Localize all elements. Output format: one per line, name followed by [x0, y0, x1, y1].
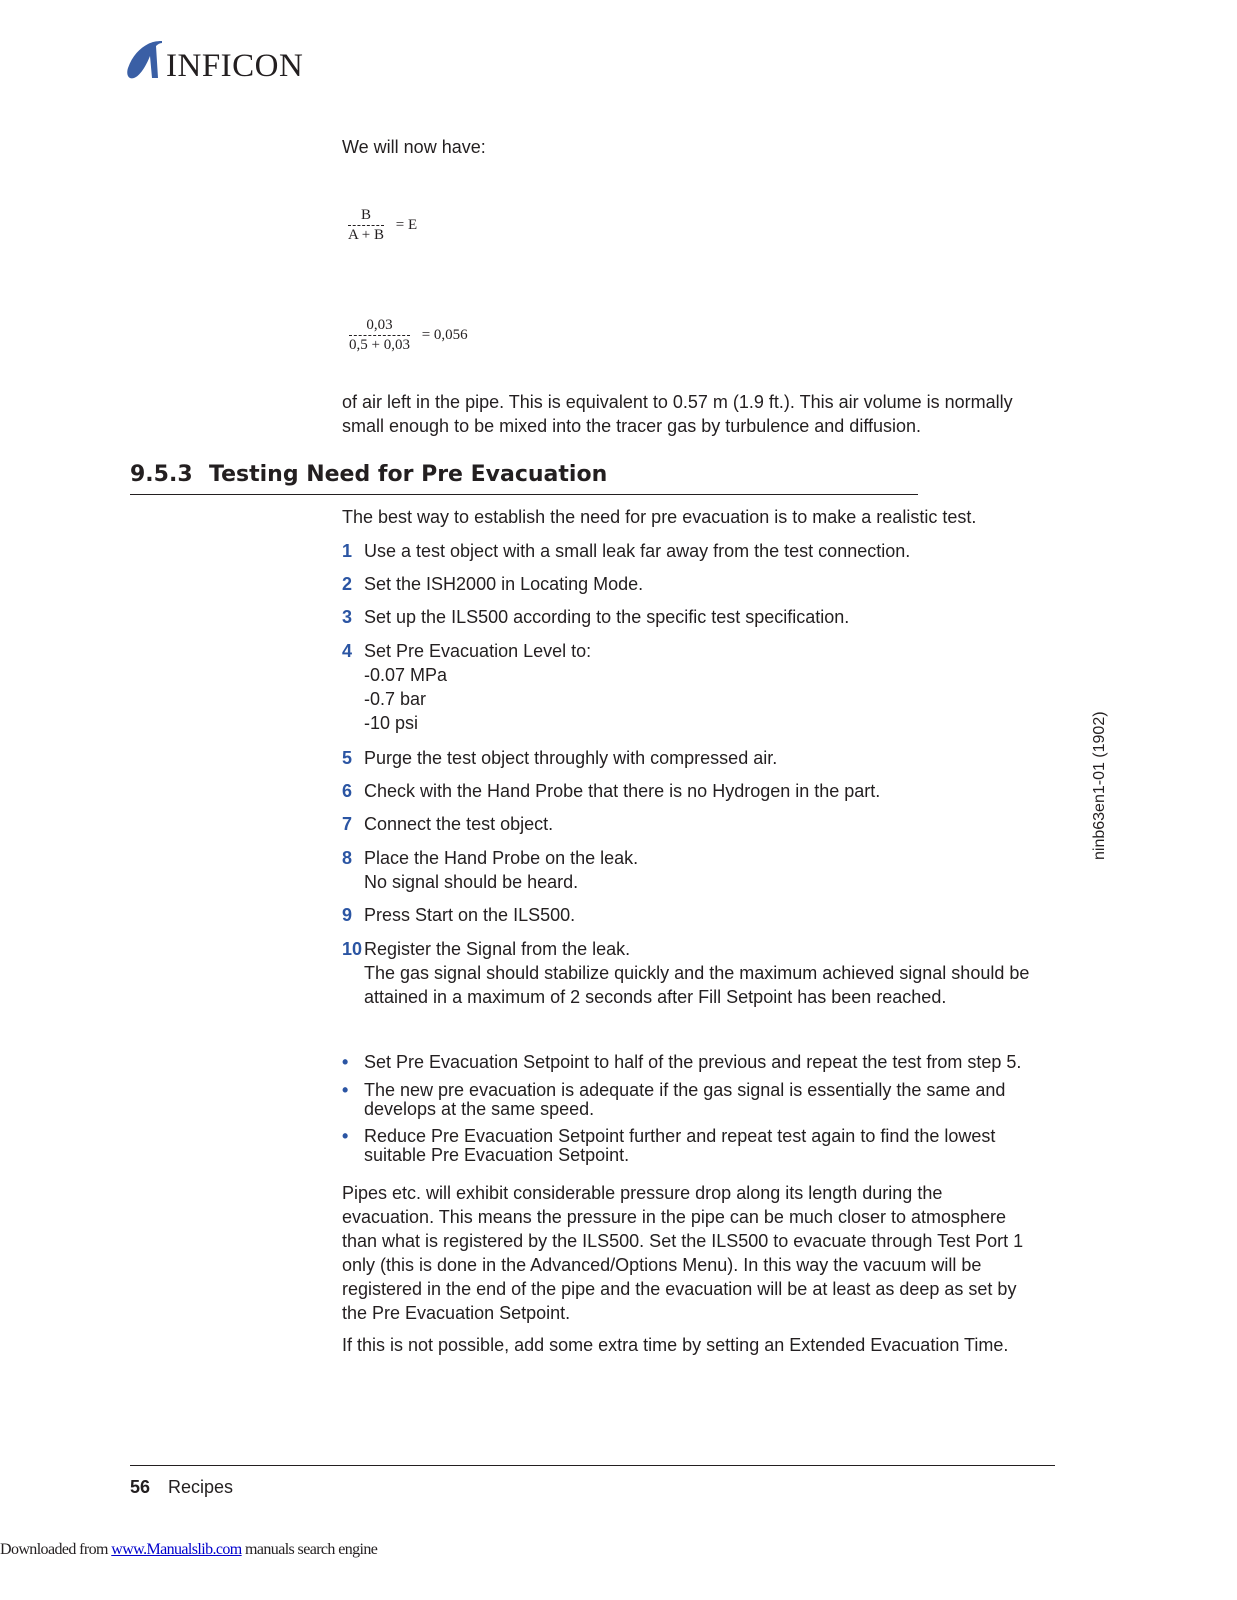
step-text: Set up the ILS500 according to the specific test specification. [364, 607, 850, 627]
step-detail: -10 psi [364, 713, 419, 733]
step-text: Connect the test object. [364, 814, 554, 834]
chapter-name: Recipes [168, 1477, 234, 1497]
formula-fraction [349, 317, 410, 354]
step-number: 10 [342, 939, 363, 959]
list-item [342, 572, 1062, 596]
step-number: 5 [342, 748, 353, 768]
step-text: Register the Signal from the leak. [364, 939, 631, 959]
paragraph-line: registered in the end of the pipe and the evacuation will be at least as deep as set by [342, 1279, 1017, 1299]
section-heading [130, 460, 918, 495]
list-item [342, 605, 1062, 629]
bullet-text: The new pre evacuation is adequate if the gas signal is essentially the same and [364, 1080, 1006, 1100]
download-suffix: manuals search engine [241, 1541, 378, 1558]
list-item [342, 937, 1062, 1009]
formula-numerator: B [348, 207, 384, 226]
formula-numeric [349, 317, 468, 354]
step-text: Place the Hand Probe on the leak. [364, 848, 639, 868]
bullet-item [342, 1127, 1062, 1165]
list-item [342, 812, 1062, 836]
bullet-text: suitable Pre Evacuation Setpoint. [364, 1145, 630, 1165]
formula-result: = E [395, 217, 418, 233]
bullet-text: develops at the same speed. [364, 1099, 595, 1119]
logo-wordmark: INFICON [166, 48, 304, 84]
section-number: 9.5.3 [130, 462, 193, 487]
list-item [342, 779, 1062, 803]
step-detail: The gas signal should stabilize quickly and the maximum achieved signal should be [364, 963, 1030, 983]
footer-divider [130, 1465, 1055, 1466]
bullet-icon: • [342, 1080, 349, 1100]
section-title: Testing Need for Pre Evacuation [209, 462, 608, 487]
step-number: 7 [342, 814, 353, 834]
step-text: Check with the Hand Probe that there is no Hydrogen in the part. [364, 781, 881, 801]
step-text: Purge the test object throughly with compressed air. [364, 748, 778, 768]
section-intro: The best way to establish the need for pre evacuation is to make a realistic test. [342, 507, 977, 527]
list-item [342, 539, 1062, 563]
paragraph-line: evacuation. This means the pressure in the pipe can be much closer to atmosphere [342, 1207, 1007, 1227]
final-paragraph: If this is not possible, add some extra time by setting an Extended Evacuation Time. [342, 1335, 1009, 1355]
bullet-text: Reduce Pre Evacuation Setpoint further and repeat test again to find the lowest [364, 1126, 996, 1146]
air-paragraph [342, 390, 1062, 438]
formula-ratio [348, 207, 417, 244]
pipes-paragraph [342, 1181, 1072, 1325]
document-code: ninb63en1-01 (1902) [1091, 711, 1108, 860]
paragraph-line: small enough to be mixed into the tracer gas by turbulence and diffusion. [342, 416, 922, 436]
step-number: 4 [342, 641, 353, 661]
formula-denominator: A + B [348, 227, 384, 243]
download-note [0, 1541, 377, 1559]
page-number: 56 [130, 1477, 151, 1497]
step-number: 8 [342, 848, 353, 868]
step-detail: attained in a maximum of 2 seconds after Fill Setpoint has been reached. [364, 987, 947, 1007]
step-text: Set Pre Evacuation Level to: [364, 641, 592, 661]
bullet-text: Set Pre Evacuation Setpoint to half of the previous and repeat the test from step 5. [364, 1052, 1022, 1072]
step-detail: -0.7 bar [364, 689, 427, 709]
formula-denominator: 0,5 + 0,03 [349, 337, 410, 353]
paragraph-line: only (this is done in the Advanced/Options Menu). In this way the vacuum will be [342, 1255, 982, 1275]
intro-text: We will now have: [342, 137, 486, 157]
paragraph-line: of air left in the pipe. This is equivalent to 0.57 m (1.9 ft.). This air volume is normally [342, 392, 1013, 412]
bullet-item [342, 1053, 1062, 1072]
bullet-icon: • [342, 1052, 349, 1072]
step-number: 9 [342, 905, 353, 925]
step-number: 6 [342, 781, 353, 801]
list-item [342, 746, 1062, 770]
list-item [342, 639, 1062, 735]
bullet-item [342, 1081, 1062, 1119]
step-text: Use a test object with a small leak far away from the test connection. [364, 541, 911, 561]
paragraph-line: the Pre Evacuation Setpoint. [342, 1303, 571, 1323]
step-text: Set the ISH2000 in Locating Mode. [364, 574, 644, 594]
list-item [342, 846, 1062, 894]
inficon-logo-mark-icon [126, 40, 164, 84]
list-item [342, 903, 1062, 927]
step-number: 3 [342, 607, 353, 627]
download-prefix: Downloaded from [0, 1541, 112, 1558]
step-detail: No signal should be heard. [364, 872, 579, 892]
step-number: 2 [342, 574, 353, 594]
bullet-icon: • [342, 1126, 349, 1146]
page-footer [130, 1475, 233, 1499]
step-number: 1 [342, 541, 353, 561]
paragraph-line: than what is registered by the ILS500. Set the ILS500 to evacuate through Test Port 1 [342, 1231, 1024, 1251]
manualslib-link[interactable]: www.Manualslib.com [111, 1541, 242, 1558]
paragraph-line: Pipes etc. will exhibit considerable pressure drop along its length during the [342, 1183, 943, 1203]
formula-result: = 0,056 [421, 327, 468, 343]
step-text: Press Start on the ILS500. [364, 905, 576, 925]
inficon-logo [126, 40, 303, 84]
formula-fraction [348, 207, 384, 244]
formula-numerator: 0,03 [349, 317, 410, 336]
step-detail: -0.07 MPa [364, 665, 448, 685]
